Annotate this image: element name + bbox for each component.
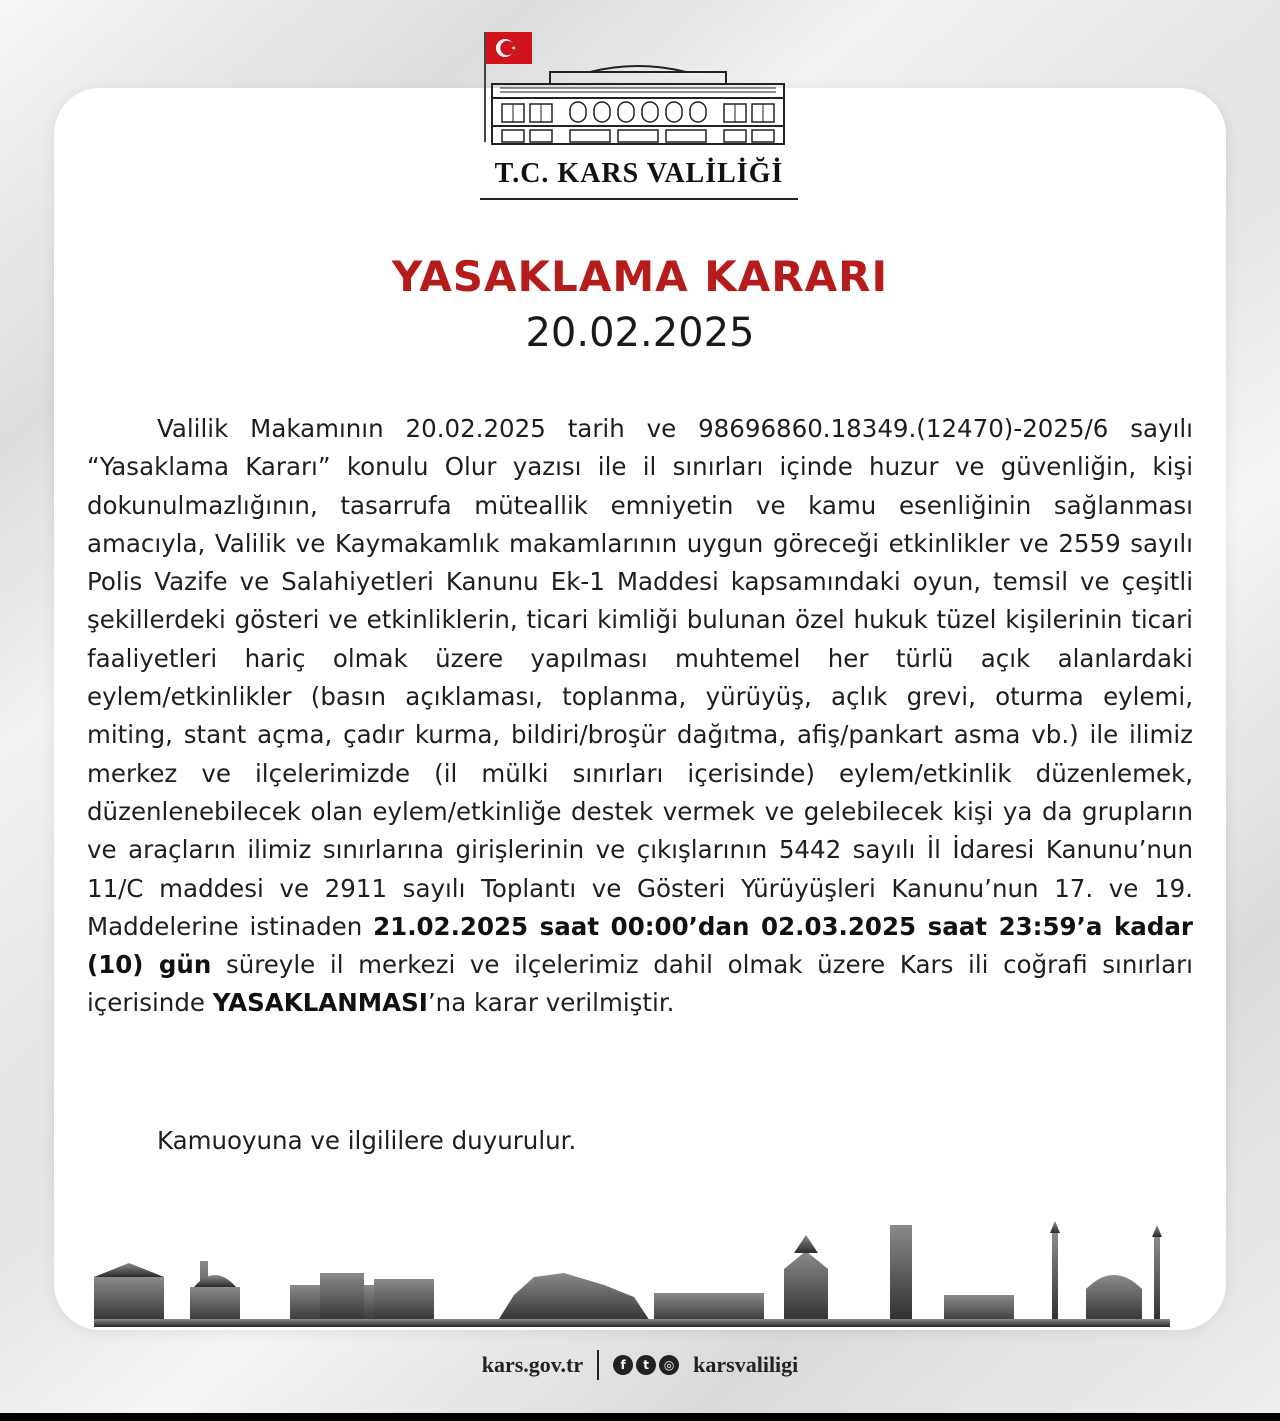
ban-keyword: YASAKLANMASI: [212, 988, 428, 1018]
kars-skyline-illustration: [94, 1215, 1170, 1327]
closing-line: Kamuoyuna ve ilgililere duyurulur.: [157, 1126, 577, 1155]
footer: [0, 1348, 1280, 1382]
document-date: 20.02.2025: [525, 310, 755, 356]
logo-underline: [480, 198, 798, 200]
government-building-icon: [490, 64, 786, 146]
social-links: [613, 1355, 679, 1375]
bottom-bar: [0, 1413, 1280, 1421]
announcement-body: [87, 410, 1193, 1023]
facebook-icon[interactable]: f: [613, 1355, 633, 1375]
body-text-part1: Valilik Makamının 20.02.2025 tarih ve 98696860.18349.(12470)-2025/6 sayılı “Yasaklama Kararı” konulu Olur yazısı ile il sınırları içinde huzur ve güvenliğin, kişi dokunulmazlığının, tasarrufa müteallik emniyetin ve kamu esenliğinin sağlanması amacıyla, Valilik ve Kaymakamlık makamlarının uygun göreceği etkinlikler ve 2559 sayılı Polis Vazife ve Salahiyetleri Kanunu Ek-1 Maddesi kapsamındaki oyun, temsil ve çeşitli şekillerdeki gösteri ve etkinliklerin, ticari kimliği bulunan özel hukuk tüzel kişilerinin ticari faaliyetleri hariç olmak üzere yapılması muhtemel her türlü açık alanlardaki eylem/etkinlikler (basın açıklaması, toplanma, yürüyüş, açlık grevi, oturma eylemi, miting, stant açma, çadır kurma, bildiri/broşür dağıtma, afiş/pankart asma vb.) ile ilimiz merkez ve ilçelerimizde (il mülki sınırları içerisinde) eylem/etkinlik düzenlemek, düzenlenebilecek olan eylem/etkinliğe destek vermek ve gelebilecek kişi ya da grupların ve araçların ilimiz sınırlarına girişlerinin ve çıkışlarının 5442 sayılı İl İdaresi Kanunu’nun 11/C maddesi ve 2911 sayılı Toplantı ve Gösteri Yürüyüşleri Kanunu’nun 17. ve 19. Maddelerine istinaden: [87, 414, 1193, 941]
twitter-icon[interactable]: t: [636, 1355, 656, 1375]
body-text-part2: süreyle il merkezi ve ilçelerimiz dahil olmak üzere Kars ili coğrafi sınırları içerisinde: [87, 950, 1193, 1018]
logo-title: T.C. KARS VALİLİĞİ: [494, 158, 784, 189]
website-link[interactable]: kars.gov.tr: [481, 1352, 584, 1377]
footer-divider: [597, 1350, 599, 1380]
social-handle[interactable]: karsvaliligi: [693, 1352, 799, 1377]
instagram-icon[interactable]: ◎: [659, 1355, 679, 1375]
document-title: YASAKLAMA KARARI: [391, 252, 889, 301]
turkish-flag-icon: [486, 32, 532, 64]
ban-period: 21.02.2025 saat 00:00’dan 02.03.2025 saat 23:59’a kadar (10) gün: [87, 911, 1193, 980]
body-text-part3: ’na karar verilmiştir.: [427, 988, 675, 1018]
